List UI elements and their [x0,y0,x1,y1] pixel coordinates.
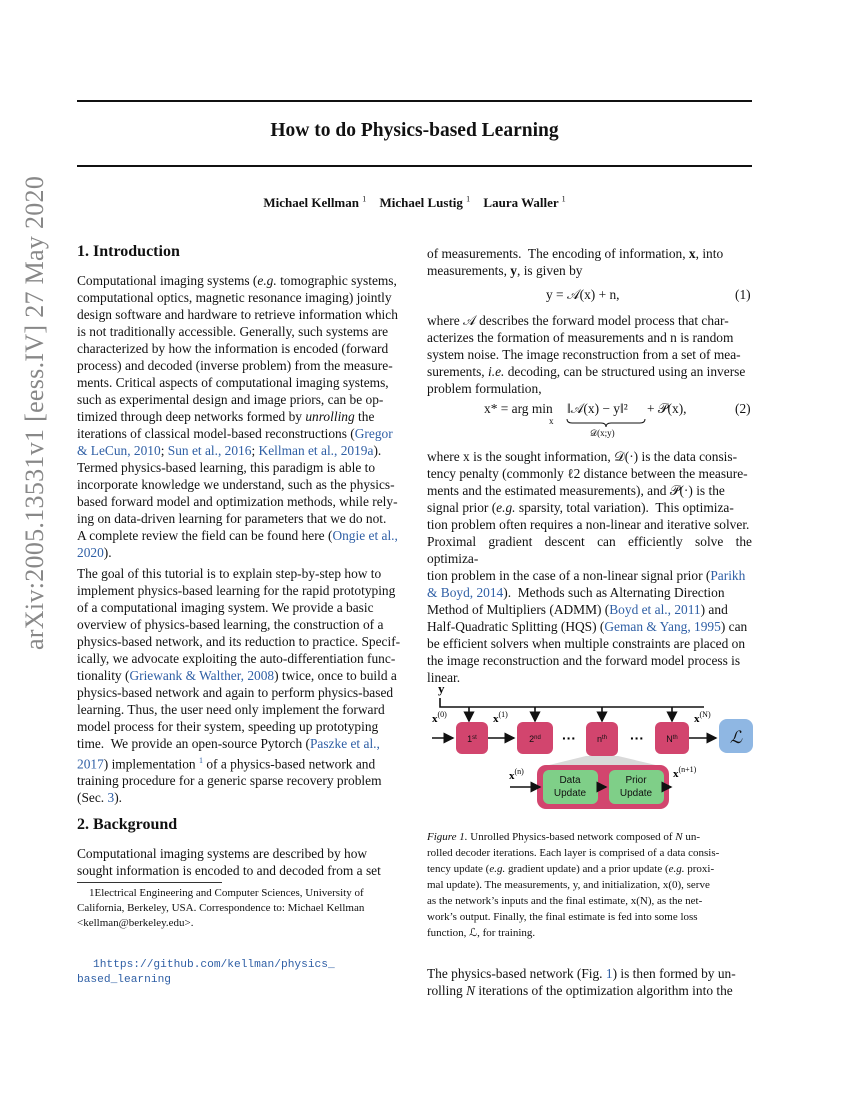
right-paragraph-2 [427,312,752,397]
figure-caption [427,829,752,941]
loss-symbol: ℒ [729,728,743,747]
eq2-norm: ‖𝒜(x) − y‖² [567,401,628,416]
text-line: 2017) implementation $^1$ of a physics-based network and [77,756,376,772]
text-line: Computational imaging systems are described by how [77,846,368,861]
text-line: the image reconstruction and the forward model process is [427,653,741,668]
text-line: rolling N iterations of the optimization algorithm into the [427,983,733,998]
paper-title: How to do Physics-based Learning [270,120,559,141]
text-line: is not traditionally accessible. Generally, such systems are [77,324,389,339]
unrolled-network-figure [426,681,756,813]
text-line: tion problem often requires a non-linear and iterative solver. [427,517,750,532]
text-line: signal prior (e.g. sparsity, total variation). This optimiza- [427,500,734,515]
text-line: acterizes the formation of measurements and n is random [427,330,734,345]
intro-paragraph-1 [77,272,403,561]
eq2-subscript: x [549,416,554,426]
text-line[interactable]: 1https://github.com/kellman/physics_ [93,959,335,971]
text-line: timized through deep networks formed by unrolling the [77,409,375,424]
layer-label: 1st [467,734,477,744]
right-paragraph-4 [427,965,752,999]
xN-label: $x^{(N)}$ [694,710,711,725]
text-line: The goal of this tutorial is to explain step-by-step how to [77,566,382,581]
x1-label: $x^{(1)}$ [493,710,508,725]
text-line: mal update). The measurements, y, and initialization, x(0), serve [427,879,710,891]
text-line: of a computational imaging system. We provide a basic [77,600,374,615]
eq2-brace-label: 𝒟(x;y) [590,428,615,438]
text-line: model process for their system, speeding up prototyping [77,719,379,734]
text-line: tency penalty (commonly ℓ2 distance between the measure- [427,466,748,481]
text-line: (Sec. 3). [77,790,123,806]
text-line: work’s output. Finally, the final estimate is fed into some loss [427,911,698,923]
xn1-label: $x^{(n+1)}$ [673,765,697,780]
top-rule [77,100,752,102]
data-update-label: Update [553,788,587,799]
xn-label: $x^{(n)}$ [509,767,524,782]
text-line: based forward model and optimization methods, while rely- [77,494,398,509]
text-line[interactable]: based_learning [77,974,171,986]
layer-label: 2nd [529,734,541,744]
text-line: 2020). [77,545,112,560]
prior-update-label: Prior [625,775,647,786]
layer-label: $N^{th}$ [666,734,678,744]
author: Michael Kellman $^1$ [263,195,367,211]
text-line: process) and decoded (inverse problem) from the measure- [77,358,393,373]
text-line: linear. [427,670,461,685]
text-line: implement physics-based learning for the rapid prototyping [77,583,396,598]
text-line: Half-Quadratic Splitting (HQS) (Geman & Yang, 1995) can [427,619,748,634]
text-line: tionality (Griewank & Walther, 2008) twice, once to build a [77,668,397,683]
text-line: iterations of classical model-based reconstructions (Gregor [77,426,393,441]
text-line: physics-based network, and its reduction to practice. Specif- [77,634,401,649]
text-line: system noise. The image reconstruction from a set of mea- [427,347,741,362]
eq2-lhs: x* = arg min [484,401,553,416]
ellipsis: ··· [630,730,644,746]
x0-label: $x^{(0)}$ [432,710,447,725]
text-line: measurements, y, is given by [427,263,583,278]
text-line: be efficient solvers when multiple constraints are placed on [427,636,746,651]
section-heading-background: 2. Background [77,816,178,833]
text-line: Figure 1. Unrolled Physics-based network composed of N un- [427,831,701,843]
text-line: The physics-based network (Fig. 1) is then formed by un- [427,966,736,981]
text-line: ing on data-driven learning for parameters that we do not. [77,511,387,526]
text-line: of measurements. The encoding of information, x, into [427,246,724,261]
text-line: overview of physics-based learning, the construction of a [77,617,384,632]
text-line: Termed physics-based learning, this paradigm is able to [77,460,376,475]
text-line: Computational imaging systems (e.g. tomographic systems, [77,273,397,288]
text-line: surements, i.e. decoding, can be structured using an inverse [427,364,746,379]
text-line: ically, we advocate exploiting the auto-differentiation func- [77,651,396,666]
text-line: 1Electrical Engineering and Computer Sciences, University of [89,887,364,899]
author: Michael Lustig $^1$ [379,195,471,211]
text-line: <kellman@berkeley.edu>. [77,917,194,929]
text-line: where 𝒜 describes the forward model process that char- [427,313,729,328]
text-line: training procedure for a generic sparse recovery problem [77,773,382,789]
text-line: such as experimental design and image priors, can be op- [77,392,384,407]
footnote-rule [77,882,222,883]
y-bus-line [440,698,704,707]
y-label: y [438,681,445,696]
equation-1: y = 𝒜(x) + n, [546,287,620,302]
equation-2 [484,401,553,417]
author: Laura Waller $^1$ [483,195,566,211]
underbrace [566,418,646,428]
data-update-label: Data [559,775,581,786]
prior-update-label: Update [619,788,653,799]
right-paragraph-1 [427,245,752,279]
title-bottom-rule [77,165,752,167]
equation-number: (2) [735,401,751,416]
text-line: tion problem in the case of a non-linear signal prior (Parikh [427,568,746,583]
text-line: incorporate knowledge we understand, such as the physics- [77,477,395,492]
background-paragraph [77,845,403,879]
text-line: & LeCun, 2010; Sun et al., 2016; Kellman et al., 2019a). [77,443,382,458]
text-line: computational optics, magnetic resonance imaging) jointly [77,290,392,305]
text-line: sought information is encoded to and decoded from a set [77,863,381,878]
text-line: A complete review the field can be found here (Ongie et al., [77,528,398,543]
text-line: characterized by how the information is encoded (forward [77,341,389,356]
equation-number: (1) [735,287,751,302]
text-line: function, ℒ, for training. [427,927,536,939]
text-line: rolled decoder iterations. Each layer is comprised of a data consis- [427,847,720,859]
text-line: ments. Critical aspects of computational imaging systems, [77,375,389,390]
text-line: learning. Thus, the user need only implement the forward [77,702,385,717]
text-line: Method of Multipliers (ADMM) (Boyd et al., 2011) and [427,602,728,617]
affiliation-footnote [77,886,403,931]
text-line: tency update (e.g. gradient update) and a prior update (e.g. proxi- [427,863,715,875]
code-url-footnote[interactable] [77,958,403,988]
right-paragraph-3 [427,448,752,686]
text-line: where x is the sought information, 𝒟(·) is the data consis- [427,449,738,464]
text-line: design software and hardware to retrieve information which [77,307,398,322]
text-line: ments and the estimated measurements), and 𝒫(·) is the [427,483,725,498]
section-heading-introduction: 1. Introduction [77,243,180,260]
text-line: California, Berkeley, USA. Correspondence to: Michael Kellman [77,902,365,914]
text-line: problem formulation, [427,381,542,396]
text-line: time. We provide an open-source Pytorch (Paszke et al., [77,736,380,751]
text-line: as the network’s inputs and the final estimate, x(N), as the net- [427,895,703,907]
eq2-prior: + 𝒫(x), [647,401,687,416]
intro-paragraph-2 [77,565,403,806]
text-line: physics-based network and again to perform physics-based [77,685,394,700]
ellipsis: ··· [562,730,576,746]
layer-label: $n^{th}$ [596,734,608,744]
author-list [77,195,752,211]
text-line: Proximal gradient descent can efficiently solve the optimiza- [427,534,752,566]
text-line: & Boyd, 2014). Methods such as Alternating Direction [427,585,725,600]
